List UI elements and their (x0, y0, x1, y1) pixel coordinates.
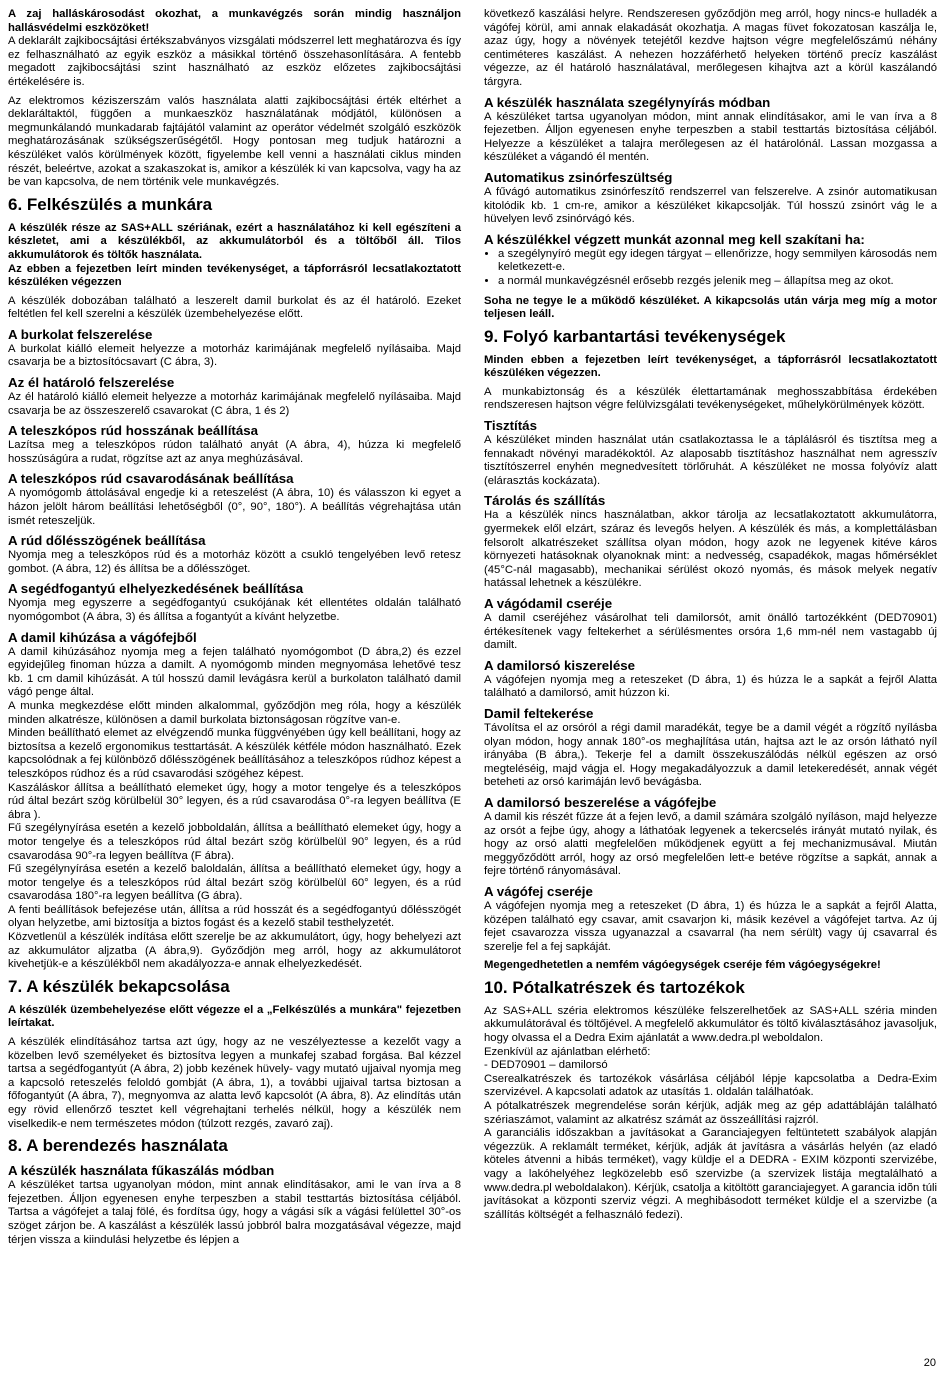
paragraph: Ha a készülék nincs használatban, akkor tárolja az lecsatlakoztatott akkumulátorra, gyermekek elől elzárt, száraz és levegős helyen. A készülék és más, a komplettálásban felsorolt alkatrészeket szállítsa olyan módon, hogy azok ne legyenek kitéve káros környezeti hatásoknak olyanoknak mint: a nedvesség, csapadékok, magas hőmérséklet (45°C-nál magasabb), mechanikai sérülést okozó nyomás, és mások melyek negatív hatással lehetnek a készülékre. (484, 509, 937, 590)
paragraph: A készüléket tartsa ugyanolyan módon, mint annak elindításakor, ami le van írva a 8 fejezetben. Álljon egyenesen enyhe terpeszben a stabil testtartás biztosítása céljából. Helyezze a készüléket a talajra merőlegesen az él határolónál. Lassan mozgassa a készüléket a vágandó él mentén. (484, 110, 937, 164)
subsection-heading-a-teleszkopos-rud-csavarodasanak-beallit: A teleszkópos rúd csavarodásának beállítása (8, 471, 294, 487)
paragraph: A deklarált zajkibocsájtási értékszabványos vizsgálati módszerrel lett meghatározva és így ez felhasználható az egyik eszköz a másikkal történő összehasonlítására. A fentebb megadott zajkibocsájtási szint használható az eszköz előzetes zajkibocsájtási értékelésére is. (8, 35, 461, 88)
paragraph: A vágófejen nyomja meg a reteszeket (D ábra, 1) és húzza le a sapkát a fejről Alatta található a damilorsó, amit húzzon ki. (484, 673, 937, 700)
subsection-heading-a-damil-kihuzasa-a-vagofejbol: A damil kihúzása a vágófejből (8, 629, 197, 645)
paragraph: Közvetlenül a készülék indítása előtt szerelje be az akkumulátort, úgy, hogy behelyezi azt az akkumulátor aljzatba (A ábra,9). Győződjön meg arról, hogy az akkumulátorot kivehetjük-e a készülékből nem akadályozza-e annak elhelyezkedését. (8, 931, 461, 971)
paragraph: Megengedhetetlen a nemfém vágóegységek cseréje fém vágóegységekre! (484, 959, 881, 972)
paragraph: A fűvágó automatikus zsinórfeszítő rendszerrel van felszerelve. A zsinór automatikusan kitolódik kb. 1 cm-re, amikor a készüléket kikapcsolják. Túl hosszú zsinórt vág le a hüvelyen levő zsinórvágó kés. (484, 185, 937, 226)
paragraph: A damil kis részét fűzze át a fejen levő, a damil számára szolgáló nyíláson, majd helyezze az orsót a fejbe úgy, ahogy a láthatóak legyenek a tekercselés irányát mutató nyilak, és hogy az orsó alatti megfelelően működjenek együtt a fej mechanizmusával. Miután meggyőződött arról, hogy az orsó megfelelően lett-e betéve rögzítse a sapkát, annak a fejre történő rányomásával. (484, 810, 937, 878)
paragraph: Fű szegélynyírása esetén a kezelő baloldalán, állítsa a beállítható elemeket úgy, hogy a motor tengelye és a teleszkópos rúd által bezárt szög körülbelül 60° legyen, és a rúd csavarodása 180°-ra legyen beállítva (G ábra). (8, 863, 461, 903)
left-column (8, 8, 461, 1252)
paragraph: A készülék része az SAS+ALL szériának, ezért a használatához ki kell egészíteni a készletet, ami a készülékből, az akkumulátorból és a töltőből áll. Tilos akkumulátorok és töltők használata. (8, 221, 461, 261)
section-heading-9-folyo-karbantartasi-tevekenysegek: 9. Folyó karbantartási tevékenységek (484, 326, 786, 346)
subsection-heading-az-el-hatarolo-felszerelese: Az él határoló felszerelése (8, 375, 175, 391)
paragraph: A munkabiztonság és a készülék élettartamának meghosszabbítása érdekében rendszeresen hajtson végre felülvizsgálati tevékenységeket, műhelykörülmények között. (484, 385, 937, 412)
subsection-heading-a-segedfogantyu-elhelyezkedesenek-bealli: A segédfogantyú elhelyezkedésének beállítása (8, 581, 304, 597)
subsection-heading-a-vagofej-csereje: A vágófej cseréje (484, 883, 593, 899)
subsection-heading-a-rud-dolesszogenek-beallitasa: A rúd dőlésszögének beállítása (8, 533, 206, 549)
paragraph: A damil kihúzásához nyomja meg a fejen található nyomógombot (D ábra,2) és ezzel egyidejűleg finoman húzza a damilt. A nyomógomb minden megnyomása lehetővé tesz kb. 1 cm damil kihúzását. A túl hosszú damil levágásra kerül a burkolaton található damil vágó penge által. (8, 645, 461, 699)
paragraph: A zaj halláskárosodást okozhat, a munkavégzés során mindig használjon hallásvédelmi eszközöket! (8, 8, 461, 34)
paragraph: A fenti beállítások befejezése után, állítsa a rúd hosszát és a segédfogantyú dőlésszögét olyan helyzetbe, ami biztosítja a biztos fogást és a kezelő stabil testhelyzetét. (8, 903, 461, 930)
paragraph: Cserealkatrészek és tartozékok vásárlása céljából lépje kapcsolatba a Dedra-Exim szervizével. A kapcsolati adatok az utasítás 1. oldalán találhatóak. (484, 1072, 937, 1099)
paragraph: Kaszáláskor állítsa a beállítható elemeket úgy, hogy a motor tengelye és a teleszkópos rúd által bezárt szög körülbelül 30° legyen, és a rúd csavarodása 0°-ra legyen beállítva (E ábra ). (8, 781, 461, 821)
paragraph: A burkolat kiálló elemeit helyezze a motorház karimájának megfelelő nyílásaiba. Majd csavarja be a biztosítócsavart (C ábra, 3). (8, 342, 461, 369)
list-item: • a szegélynyíró megüt egy idegen tárgyat – ellenőrizze, hogy semmilyen károsodás nem keletkezett-e. (498, 248, 937, 275)
subsection-heading-a-vagodamil-csereje: A vágódamil cseréje (484, 596, 613, 611)
paragraph: A vágófejen nyomja meg a reteszeket (D ábra, 1) és húzza le a sapkát a fejről Alatta, középen található egy csavar, amit csavarjon ki, másik kezével a vágófejet tartva. Az új fejet csavarozza vissza ugyanazzal a csavarral (ha nem sérült) vagy új csavarral és szerelje fel a fej sapkáját. (484, 899, 937, 953)
paragraph: következő kaszálási helyre. Rendszeresen győződjön meg arról, hogy nincs-e hulladék a vágófej körül, ami annak elakadását okozhatja. A magas füvet fokozatosan kaszálja le, azaz úgy, hogy a növények tetejétől kezdve hajtson végre megfelelőszámú néhány centiméteres kaszálást. A nehezen hozzáférhető helyeken történő precíz kaszálást végezze, az él határoló használatával, merőlegesen kihajtva azt a körül kaszálandó tárgyra. (484, 8, 937, 88)
paragraph: Minden ebben a fejezetben leírt tevékenységet, a tápforrásról lecsatlakoztatott készüléken végezzen. (484, 353, 937, 380)
section-heading-10-potalkatreszek-es-tartozekok: 10. Pótalkatrészek és tartozékok (484, 977, 745, 997)
section-heading-7-a-keszulek-bekapcsolasa: 7. A készülék bekapcsolása (8, 976, 230, 996)
paragraph: Minden beállítható elemet az elvégzendő munka függvényében úgy kell beállítani, hogy az biztosítsa a kezelő ergonomikus testtartását. A készülék kétféle módon használható. Ezek kapcsolódnak a fej különböző dőlésszögének beállításához a teleszkópos rúdhoz képest a teleszkópos rúdhoz és a rúd csavarodási szögéhez képest. (8, 727, 461, 780)
subsection-heading-a-damilorso-beszerelese-a-vagofejbe: A damilorsó beszerelése a vágófejbe (484, 794, 717, 810)
subsection-heading-damil-feltekerese: Damil feltekerése (484, 705, 594, 721)
paragraph: Az SAS+ALL széria elektromos készüléke felszerelhetőek az SAS+ALL széria minden akkumulátorával és töltőjével. A megfelelő akkumulátor és töltő kiválasztásához javasoljuk, hogy olvassa el a Dedra Exim ajánlatát a www.dedra.pl weboldalon. (484, 1004, 937, 1045)
section-heading-8-a-berendezes-hasznalata: 8. A berendezés használata (8, 1136, 228, 1156)
paragraph: A garanciális időszakban a javításokat a Garanciajegyen feltüntetett szabályok alapján végezzük. A reklamált terméket, kérjük, adják át javításra a vásárlás helyén (az eladó köteles átvenni a hibás terméket), vagy küldje el a DEDRA - EXIM központi szervizébe, vagy a lakóhelyéhez legközelebb eső szervizbe (a szervizek listája megtalálható a www.dedra.pl weboldalakon). Kérjük, csatolja a kitöltött garanciajegyet. A garancia idõn túli javításokat a központi szerviz végzi. A meghibásodott terméket küldje el a szervizbe (a szállítás költségét a felhasználó fedezi). (484, 1127, 937, 1221)
subsection-heading-a-keszulek-hasznalata-szegelynyiras-modb: A készülék használata szegélynyírás módban (484, 94, 771, 110)
bullet-list (484, 248, 937, 289)
paragraph: Soha ne tegye le a működő készüléket. A kikapcsolás után várja meg míg a motor teljesen leáll. (484, 294, 937, 321)
subsection-heading-a-keszulek-hasznalata-fukaszalas-modban: A készülék használata fűkaszálás módban (8, 1163, 275, 1179)
subsection-heading-tarolas-es-szallitas: Tárolás és szállítás (484, 493, 606, 509)
paragraph: Az él határoló kiálló elemeit helyezze a motorház karimájának megfelelő nyílásaiba. Majd csavarja be az összeszerelő csavarokat (C ábra, 1 és 2) (8, 391, 461, 417)
paragraph: Nyomja meg egyszerre a segédfogantyú csukójának két ellentétes oldalán található nyomógombot (A ábra, 3) és állítsa a fogantyút a kívánt helyzetbe. (8, 597, 461, 623)
right-column (484, 8, 937, 1222)
paragraph: Lazítsa meg a teleszkópos rúdon található anyát (A ábra, 4), húzza ki megfelelő hosszúságúra a rudat, rögzítse azt az anya meghúzásával. (8, 439, 461, 465)
subsection-heading-a-damilorso-kiszerelese: A damilorsó kiszerelése (484, 657, 636, 673)
paragraph: A munka megkezdése előtt minden alkalommal, győződjön meg róla, hogy a készülék minden alkatrésze, különösen a damil burkolata biztonságosan rögzítve van-e. (8, 699, 461, 726)
paragraph: Fű szegélynyírása esetén a kezelő jobboldalán, állítsa a beállítható elemeket úgy, hogy a motor tengelye és a teleszkópos rúd által bezárt szög körülbelül 90° legyen, és a rúd csavarodása 90°-ra legyen beállítva (F ábra). (8, 822, 461, 862)
paragraph: A készülék elindításához tartsa azt úgy, hogy az ne veszélyeztesse a kezelőt vagy a közelben levő személyeket és biztosítva legyen a munkafej szabad forgása. Bal kézzel tartsa a segédfogantyút (A ábra, 2) jobb kezének hüvely- vagy mutató ujjaival nyomja meg a kapcsoló reteszelés feloldó gombját (A ábra, 1), a további ujjaival tartsa biztosan a főfogantyút (A ábra, 7), megnyomva az alatta levő kapcsolót (A ábra, 8). Az elindítás után egy rövid ellenőrző tesztet kell végrehajtani terhelés nélkül, hogy a készülék nem viselkedik-e nem természetes módon (túlzott rezgés, zavaró zaj). (8, 1036, 461, 1130)
subsection-heading-a-burkolat-felszerelese: A burkolat felszerelése (8, 326, 153, 342)
paragraph: A készüléket tartsa ugyanolyan módon, mint annak elindításakor, ami le van írva a 8 fejezetben. Álljon egyenesen enyhe terpeszben a stabil testtartás biztosítása céljából. Tartsa a vágófejet a talaj fölé, és fordítsa úgy, hogy a vágási sík a vágási felülettel 30°-os szöget zárjon be. A kaszálást a készülék lassú jobbról balra mozgatásával végezze, majd térjen vissza a kiindulási helyzetbe és lépjen a (8, 1179, 461, 1246)
paragraph: Ezenkívül az ajánlatban elérhető: (484, 1045, 651, 1058)
paragraph: A nyomógomb áttolásával engedje ki a reteszelést (A ábra, 10) és válasszon ki egyet a házon jelölt három beállítási lehetőségből (0°, 90°, 180°). A beállítás végrehajtása után ismét reteszeljük. (8, 487, 461, 527)
subsection-heading-automatikus-zsinorfeszultseg: Automatikus zsinórfeszültség (484, 169, 673, 185)
paragraph: Nyomja meg a teleszkópos rúd és a motorház között a csukló tengelyében levő retesz gombot. (A ábra, 12) és állítsa be a dőlésszöget. (8, 549, 461, 575)
page-number: 20 (923, 1357, 936, 1369)
subsection-heading-a-teleszkopos-rud-hosszanak-beallitasa: A teleszkópos rúd hosszának beállítása (8, 423, 259, 439)
paragraph: Távolítsa el az orsóról a régi damil maradékát, tegye be a damil végét a rögzítő nyílásba olyan módon, hogy annak 180°-os meghajlítása után, hajtsa azt le az orsón látható nyíl irányába (B ábra,). Tekerje fel a damilt összekuszálódás nélkül egészen az orsó megteléséig, majd vágja el. Hogy megakadályozzuk a damil letekeredését, annak végét beteheti az orsó karimáján levő bevágásba. (484, 721, 937, 789)
subsection-heading-a-keszulekkel-vegzett-munkat-azonnal-meg: A készülékkel végzett munkát azonnal meg kell szakítani ha: (484, 231, 865, 247)
paragraph: Az ebben a fejezetben leírt minden tevékenységet, a tápforrásról lecsatlakoztatott készüléken végezzen (8, 262, 461, 289)
list-item: • a normál munkavégzésnél erősebb rezgés jelenik meg – állapítsa meg az okot. (498, 275, 937, 289)
paragraph: Az elektromos kéziszerszám valós használata alatti zajkibocsájtási érték eltérhet a deklaráltaktól, függően a munkaeszköz használatának módjától, különösen a megmunkálandó munkadarab fajtájától valamint az operátor védelmét szolgáló eszközök meghatározásának szükségszerűségétől. Hogy pontosan meg tudjuk határozni a készüléket valós körülmények között, figyelembe kell venni a használati ciklus minden részét, beleértve, azokat a szakaszokat is, amikor a készülék ki van kapcsolva, vagy ha az be van kapcsolva, de nem történik vele munkavégzés. (8, 94, 461, 189)
paragraph: A pótalkatrészek megrendelése során kérjük, adják meg az gép adattábláján található szériaszámot, valamint az alkatrész számát az összeállítási rajzról. (484, 1100, 937, 1126)
paragraph: A készülék dobozában található a leszerelt damil burkolat és az él határoló. Ezeket feltétlen fel kell szerelni a készülék üzembehelyezése előtt. (8, 294, 461, 321)
paragraph: A készülék üzembehelyezése előtt végezze el a „Felkészülés a munkára" fejezetben leírtakat. (8, 1003, 461, 1030)
subsection-heading-tisztitas: Tisztítás (484, 418, 537, 434)
paragraph: - DED70901 – damilorsó (484, 1059, 608, 1072)
paragraph: A készüléket minden használat után csatlakoztassa le a táplálásról és tisztítsa meg a fennakadt növényi maradékoktól. Az alaposabb tisztításhoz használhat nem agresszív tisztítószerrel enyhén megnedvesített törlőruhát. A készüléket ne mossa folyóvíz alatt (elárasztás kockázata). (484, 434, 937, 487)
section-heading-6-felkeszules-a-munkara: 6. Felkészülés a munkára (8, 194, 213, 214)
paragraph: A damil cseréjéhez vásárolhat teli damilorsót, amit önálló tartozékként (DED70901) értékesítenek vagy feltekerhet a sérülésmentes orsóra 1,6 mm-nél nem vastagabb új damilt. (484, 612, 937, 652)
